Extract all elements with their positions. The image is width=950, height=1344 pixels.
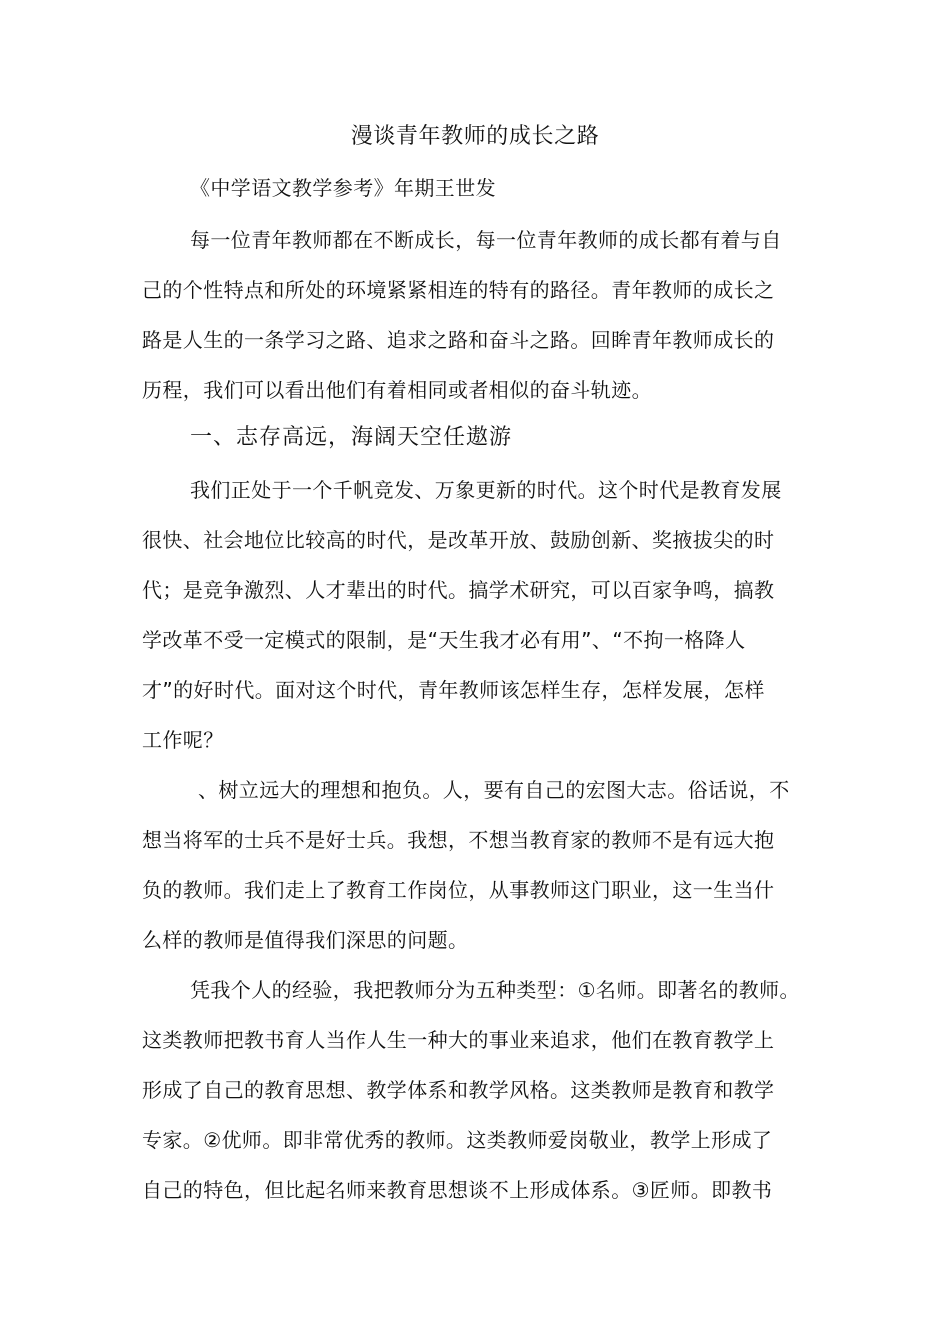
paragraph-line: 、树立远大的理想和抱负。人，要有自己的宏图大志。俗话说，不 [198,778,790,802]
paragraph-line: 己的个性特点和所处的环境紧紧相连的特有的路径。青年教师的成长之 [142,278,775,302]
source-line: 《中学语文教学参考》年期王世发 [190,176,496,200]
paragraph-line: 我们正处于一个千帆竞发、万象更新的时代。这个时代是教育发展 [190,478,782,502]
paragraph-line: 负的教师。我们走上了教育工作岗位，从事教师这门职业，这一生当什 [142,878,775,902]
paragraph-line: 代；是竞争激烈、人才辈出的时代。搞学术研究，可以百家争鸣，搞教 [142,578,775,602]
paragraph-line: 专家。②优师。即非常优秀的教师。这类教师爱岗敬业，教学上形成了 [142,1128,773,1152]
paragraph-line: 工作呢？ [142,728,224,752]
paragraph-line: 这类教师把教书育人当作人生一种大的事业来追求，他们在教育教学上 [142,1028,775,1052]
section-heading: 一、志存高远，海阔天空任遨游 [190,425,513,450]
paragraph-line: 凭我个人的经验，我把教师分为五种类型：①名师。即著名的教师。 [190,978,800,1002]
paragraph-line: 才”的好时代。面对这个时代，青年教师该怎样生存，怎样发展，怎样 [142,678,765,702]
paragraph-line: 学改革不受一定模式的限制，是“天生我才必有用”、“不拘一格降人 [142,628,746,652]
paragraph-line: 很快、社会地位比较高的时代，是改革开放、鼓励创新、奖掖拔尖的时 [142,528,775,552]
paragraph-line: 自己的特色，但比起名师来教育思想谈不上形成体系。③匠师。即教书 [142,1178,773,1202]
paragraph-line: 么样的教师是值得我们深思的问题。 [142,928,469,952]
paragraph-line: 路是人生的一条学习之路、追求之路和奋斗之路。回眸青年教师成长的 [142,328,775,352]
paragraph-line: 想当将军的士兵不是好士兵。我想，不想当教育家的教师不是有远大抱 [142,828,775,852]
paragraph-line: 形成了自己的教育思想、教学体系和教学风格。这类教师是教育和教学 [142,1078,775,1102]
paragraph-line: 每一位青年教师都在不断成长，每一位青年教师的成长都有着与自 [190,228,782,252]
document-title: 漫谈青年教师的成长之路 [350,124,600,149]
paragraph-line: 历程，我们可以看出他们有着相同或者相似的奋斗轨迹。 [142,378,652,402]
